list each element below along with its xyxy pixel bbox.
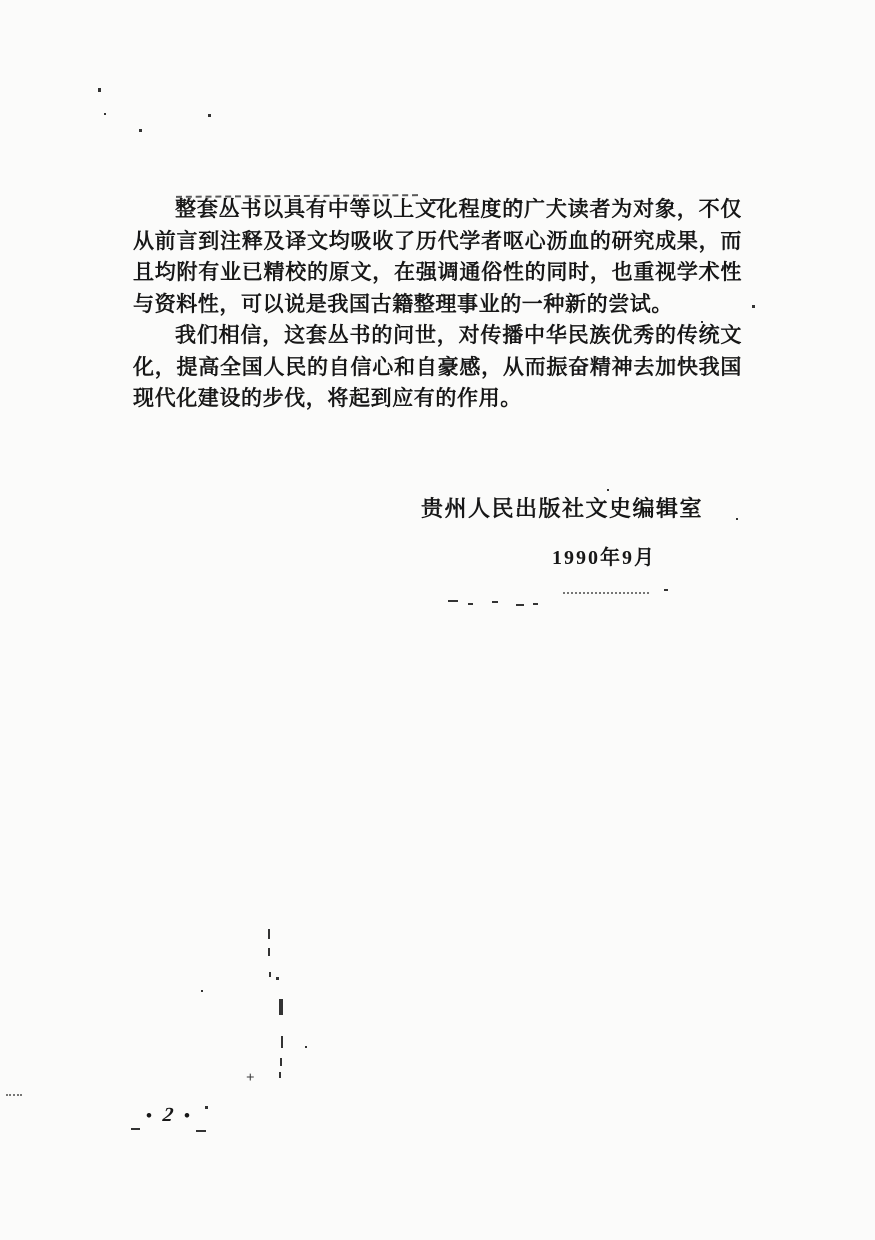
scan-speck [131,1128,140,1130]
scan-speck [201,990,203,992]
registration-cross-mark: + [246,1070,255,1086]
scan-speck [492,601,498,603]
crease-mark [279,999,283,1015]
preface-text [133,194,742,415]
scan-speck [664,589,668,591]
scan-speck [752,305,755,308]
crease-mark [269,972,271,977]
scan-speck [98,88,101,92]
scan-speck [736,518,738,520]
page-number-dot-right: • [183,1105,190,1125]
crease-mark [279,1072,281,1078]
scan-speck [208,114,211,117]
scan-speck [104,113,106,115]
scan-speck [516,604,524,606]
publisher-signature: 贵州人民出版社文史编辑室 [420,496,703,521]
page-number [146,1104,190,1127]
scan-speck [139,129,142,132]
preface-paragraph-1: 整套丛书以具有中等以上文化程度的广大读者为对象，不仅从前言到注释及译文均吸收了历代学者呕心沥血的研究成果，而且均附有业已精校的原文，在强调通俗性的同时，也重视学术性与资料性，可以说是我国古籍整理事业的一种新的尝试。 [133,197,742,316]
publication-date: 1990年9月 [552,547,656,569]
crease-mark [268,929,270,939]
scan-speck [196,1130,206,1132]
scan-speck [205,1106,208,1109]
scan-speck [448,600,458,602]
crease-mark [280,1058,282,1066]
crease-mark [268,948,270,956]
page-number-value: 2 [161,1104,175,1126]
scan-speck [305,1046,307,1048]
preface-paragraph-2: 我们相信，这套丛书的问世，对传播中华民族优秀的传统文化，提高全国人民的自信心和自豪感，从而振奋精神去加快我国现代化建设的步伐，将起到应有的作用。 [133,323,742,410]
page-number-dot-left: • [146,1105,152,1125]
scan-speck [607,489,609,491]
scan-speck [533,603,538,605]
crease-mark [276,977,279,980]
crease-mark [281,1036,283,1048]
scan-dotted-smudge [563,592,649,594]
scan-dotted-smudge [6,1094,22,1096]
scan-speck [468,603,473,605]
